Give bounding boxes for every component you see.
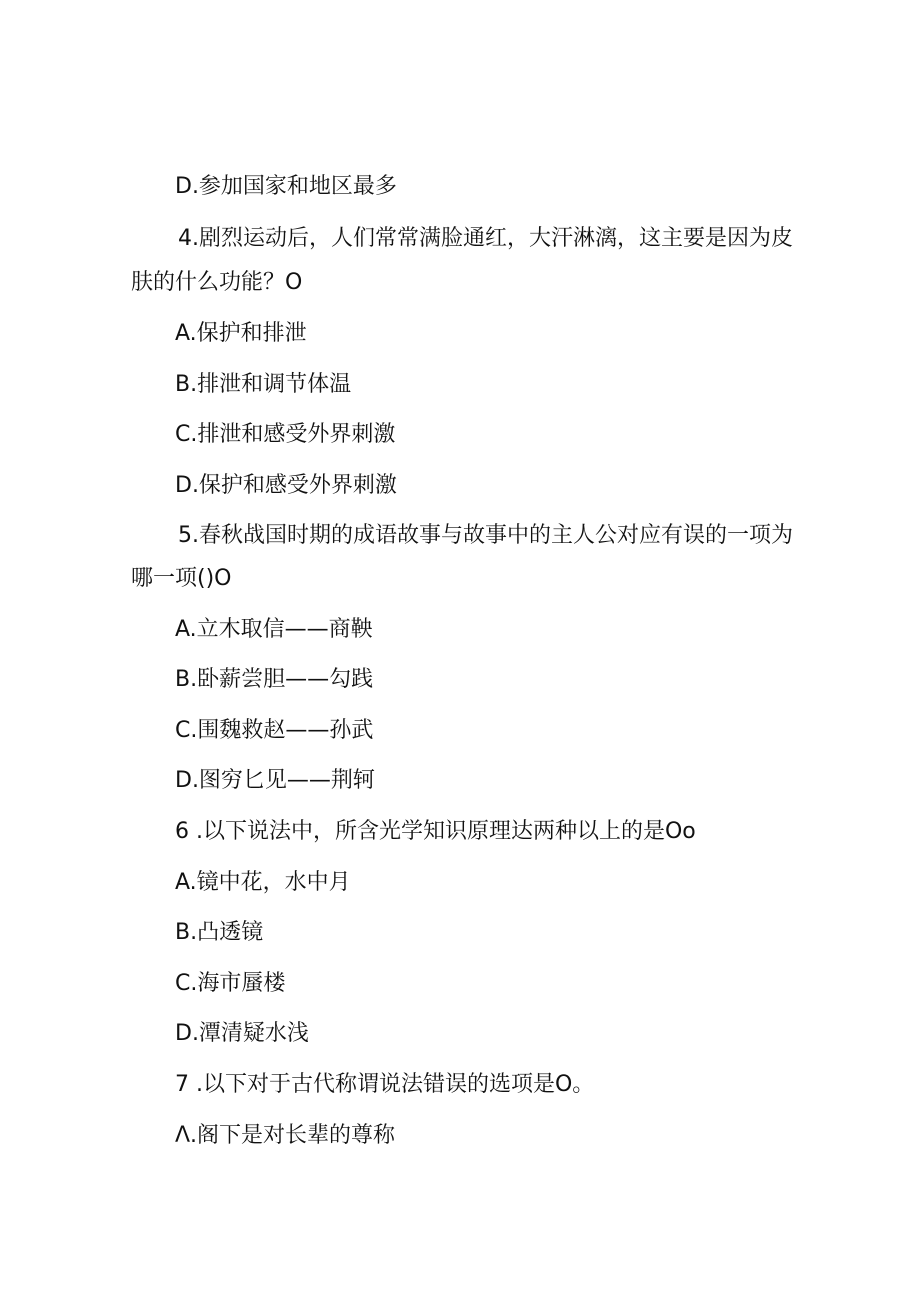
q3-option-d: D.参加国家和地区最多 bbox=[175, 174, 397, 199]
q5-option-d: D.图穷匕见——荆轲 bbox=[175, 768, 375, 793]
q5-stem-line-2: 哪一项()O bbox=[131, 566, 232, 591]
q6-option-c: C.海市蜃楼 bbox=[175, 971, 286, 996]
q5-option-c: C.围魏救赵——孙武 bbox=[175, 718, 374, 743]
q5-option-a: A.立木取信——商鞅 bbox=[175, 617, 373, 642]
q7-stem: 7 .以下对于古代称谓说法错误的选项是O。 bbox=[175, 1072, 595, 1097]
q6-option-d: D.潭清疑水浅 bbox=[175, 1021, 309, 1046]
q6-option-b: B.凸透镜 bbox=[175, 920, 264, 945]
q4-stem-line-2: 肤的什么功能？O bbox=[131, 270, 303, 295]
q5-option-b: B.卧薪尝胆——勾践 bbox=[175, 667, 374, 692]
q4-option-a: A.保护和排泄 bbox=[175, 321, 307, 346]
q6-stem: 6 .以下说法中，所含光学知识原理达两种以上的是Oo bbox=[175, 819, 696, 844]
q7-option-a: Λ.阁下是对长辈的尊称 bbox=[175, 1123, 396, 1148]
q5-stem-line-1: 5.春秋战国时期的成语故事与故事中的主人公对应有误的一项为 bbox=[178, 523, 793, 548]
q4-option-c: C.排泄和感受外界刺激 bbox=[175, 422, 396, 447]
q4-option-d: D.保护和感受外界刺激 bbox=[175, 473, 397, 498]
q6-option-a: A.镜中花，水中月 bbox=[175, 870, 351, 895]
q4-option-b: B.排泄和调节体温 bbox=[175, 372, 352, 397]
q4-stem-line-1: 4.剧烈运动后，人们常常满脸通红，大汗淋漓，这主要是因为皮 bbox=[178, 226, 793, 251]
